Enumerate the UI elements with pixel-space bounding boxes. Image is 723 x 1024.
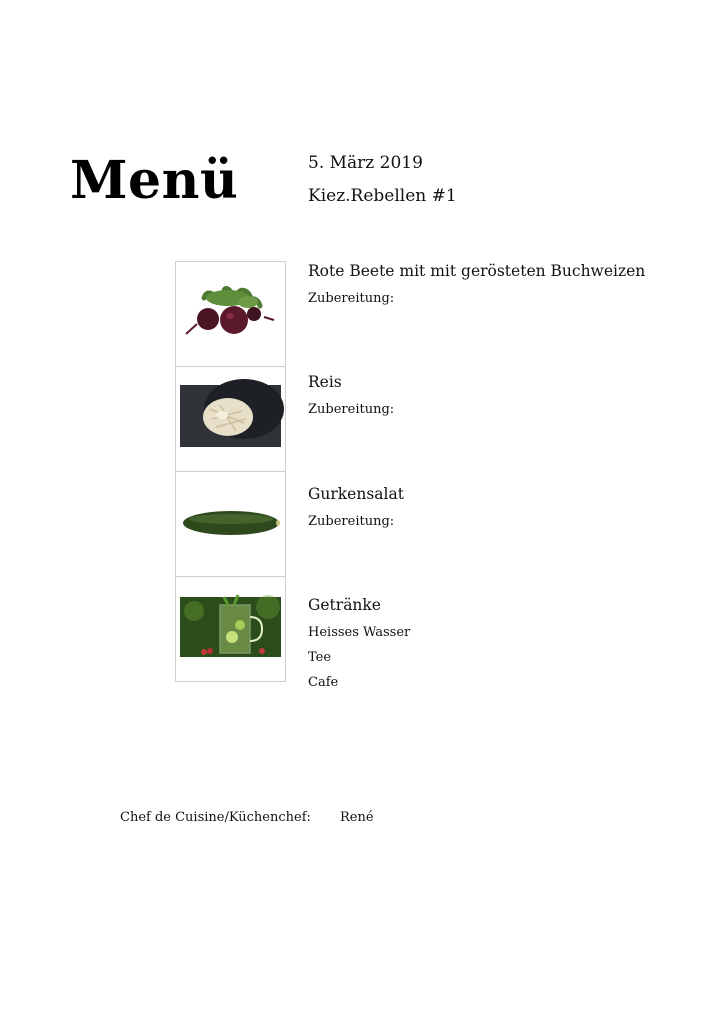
beetroot-image [175,261,286,367]
chef-name: René [340,810,374,825]
menu-title: Menü [70,150,239,211]
preparation-label: Zubereitung: [308,514,395,529]
course-name: Getränke [308,596,381,614]
chef-label: Chef de Cuisine/Küchenchef: [120,810,311,825]
course-name: Gurkensalat [308,485,404,503]
preparation-label: Zubereitung: [308,402,395,417]
drink-item: Heisses Wasser [308,625,411,640]
menu-date: 5. März 2019 [308,153,423,173]
drink-item: Cafe [308,675,339,690]
course-name: Rote Beete mit mit gerösteten Buchweizen [308,262,646,280]
event-name: Kiez.Rebellen #1 [308,186,457,206]
drink-glass-image [175,576,286,682]
rice-image [175,366,286,472]
course-name: Reis [308,373,342,391]
cucumber-image [175,471,286,577]
preparation-label: Zubereitung: [308,291,395,306]
drink-item: Tee [308,650,332,665]
